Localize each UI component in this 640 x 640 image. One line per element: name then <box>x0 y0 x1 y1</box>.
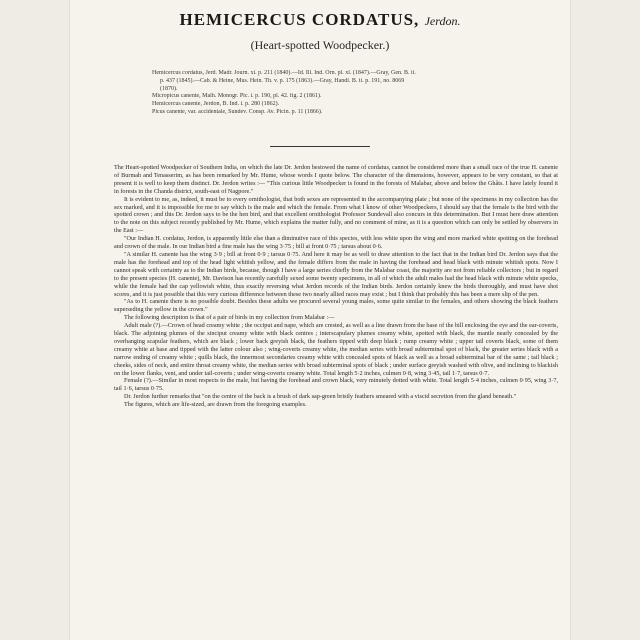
paragraph: The figures, which are life-sized, are drawn from the foregoing examples. <box>124 401 307 409</box>
paragraph: "As to H. canente there is no possible doubt. Besides these adults we procured several young males, some quite similar to the females, and others showing the black feathers superseding the yellow in the crown." <box>114 298 558 314</box>
synonymy-line: (1870). <box>160 85 178 92</box>
paragraph: "A similar H. canente has the wing 3·9 ; bill at front 0·9 ; tarsus 0·75. And here it may be as well to draw attention to the fact that in the Indian bird Dr. Jerdon says that the male has the forehead and top of the head light whitish yellow, and the female differs from the male in having the forehead and head black with minute whitish spots. Now I cannot speak with certainty as to the Indian birds, because, though I have a large series chiefly from the Malabar coast, the majority are not from reliable collectors ; but in regard to the present species (H. canente), Mr. Davison has recently carefully sexed some twenty specimens, in all of which the adult males had the head black with minute white specks, while the female had the cap yellowish white, thus exactly reversing what Jerdon records of the Indian birds. Jerdon certainly knew the birds thoroughly, and must have shot scores, and it is just possible that this very curious difference between these two nearly allied races may exist ; but I think that probably this has been a mere slip of the pen. <box>114 250 558 298</box>
paragraph: Adult male (?).—Crown of head creamy white ; the occiput and nape, which are crested, as well as a line drawn from the base of the bill enclosing the eye and the ear-coverts, black. The adjoining plumes of the sinciput creamy white with black centres ; interscapulary plumes creamy white, spotted with black, the mantle nearly concealed by the overhanging scapular feathers, which are black ; lower back greyish black, the feathers tipped with deep black ; rump creamy white ; upper tail coverts black, some of them creamy white at base and tipped with the latter colour also ; wing-coverts creamy white, the median series with broad subterminal spot of black, the greater series black with a narrow ending of creamy white ; quills black, the innermost secondaries creamy white with concealed spots of black as well as a broad subterminal bar of the same ; tail black ; cheeks, sides of neck, and entire throat creamy white, the median series with broad subterminal spots of black ; under surface greyish washed with olive, and inclining to blackish on the lower flanks, vent, and under tail-coverts ; under wing-coverts creamy white. Total length 5·2 inches, culmen 0·8, wing 3·45, tail 1·7, tarsus 0·7. <box>114 322 558 377</box>
synonymy-line: Hemicercus cordatus, Jerd. Madr. Journ. xi. p. 211 (1840).—Id. Ill. Ind. Orn. pl. xl. (1847).—Gray, Gen. B. ii. <box>152 70 416 76</box>
species-author: Jerdon. <box>424 14 461 28</box>
paragraph: The Heart-spotted Woodpecker of Southern India, on which the late Dr. Jerdon bestowed the name of cordatus, cannot be considered more than a small race of the true H. canente of Burmah and Tenasserim, as has been remarked by Mr. Hume, whose words I quote below. The character of the dimensions, however, appears to be very constant, so that at present it is well to keep them distinct. Dr. Jerdon writes :— "This curious little Woodpecker is found in the forests of Malabar, above and below the Ghâts. I have lately found it in forests in the Chanda district, south-east of Nagpore." <box>114 164 558 195</box>
page-title <box>70 10 570 30</box>
common-name: (Heart-spotted Woodpecker.) <box>250 38 390 52</box>
paragraph: It is evident to me, as, indeed, it must be to every ornithologist, that both sexes are represented in the accompanying plate ; but none of the specimens in my collection has the sex marked, and it is impossible for me to say which is the male and which the female. From what I know of other Woodpeckers, I should say that the female is the bird with the spotted crown ; and this Dr. Jerdon says to be the hen bird, and that excellent ornithologist Professor Sundevall also concurs in this determination. But I must here draw attention to the note on this subject recently published by Mr. Hume, which explains the matter fully, and no comment of mine, as it is a question which can only be settled by observers in the East :— <box>114 195 558 235</box>
paragraph: Female (?).—Similar in most respects to the male, but having the forehead and crown black, very minutely dotted with white. Total length 5·4 inches, culmen 0·95, wing 3·7, tail 1·6, tarsus 0·75. <box>114 377 558 393</box>
species-name: HEMICERCUS CORDATUS, <box>179 10 420 29</box>
body-text <box>114 164 558 409</box>
synonymy-line: Micropicus canente, Malh. Monogr. Pic. i. p. 190, pl. 42. fig. 2 (1861). <box>152 93 322 100</box>
synonymy-list <box>152 70 544 117</box>
paragraph: The following description is that of a pair of birds in my collection from Malabar :— <box>124 314 335 322</box>
synonymy-line: Hemicercus canente, Jerdon, B. Ind. i. p. 280 (1862). <box>152 101 280 108</box>
divider <box>270 146 370 147</box>
paragraph: Dr. Jerdon further remarks that "on the centre of the back is a brush of dark sap-green bristly feathers smeared with a viscid secretion from the gland beneath." <box>124 393 517 401</box>
page <box>70 0 570 640</box>
paragraph: "Our Indian H. cordatus, Jerdon, is apparently little else than a diminutive race of this species, with less white upon the wing and more marked white spotting on the forehead and crown of the male. In our Indian bird a fine male has the wing 3·75 ; bill at front 0·75 ; tarsus about 0·6. <box>114 235 558 251</box>
synonymy-line: Picus canente, var. accidentale, Sundev. Consp. Av. Picin. p. 11 (1866). <box>152 108 323 115</box>
synonymy-line: p. 437 (1845).—Cab. & Heine, Mus. Hein. Th. v. p. 175 (1863).—Gray, Handl. B. ii. p. 191, no. 8069 <box>160 77 405 84</box>
